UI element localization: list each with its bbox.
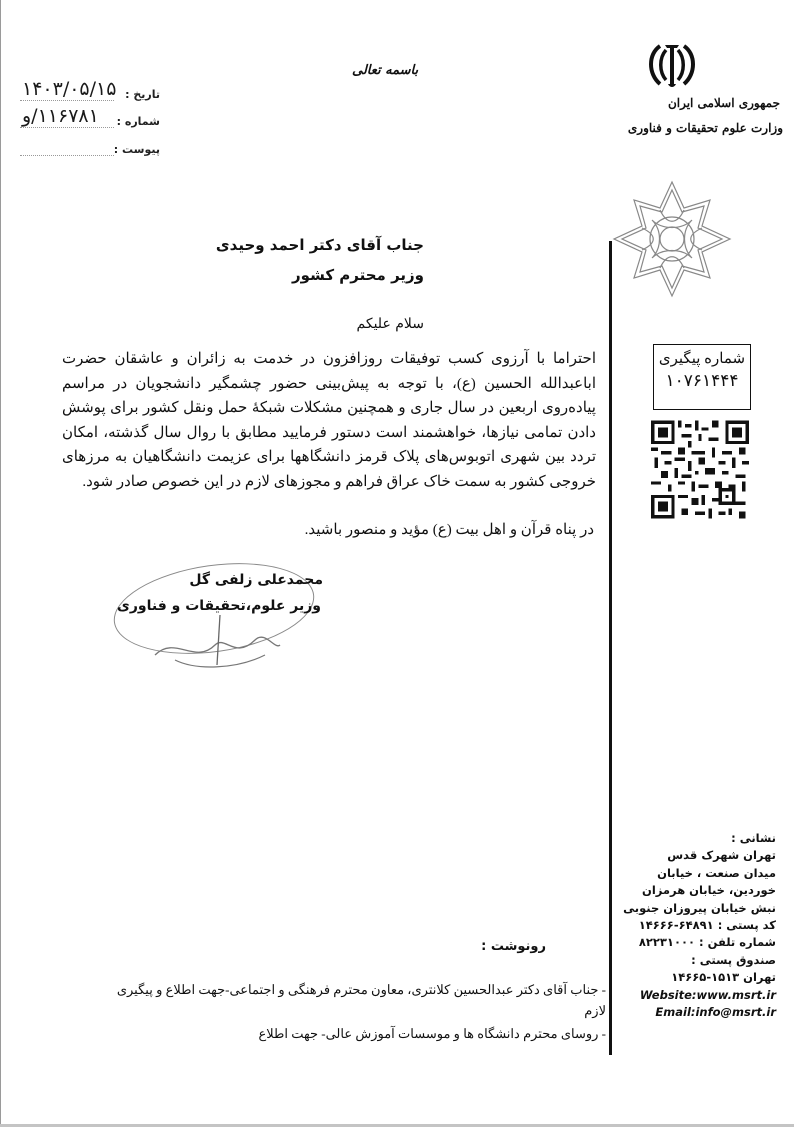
addressee-name: جناب آقای دکتر احمد وحیدی <box>215 236 424 254</box>
invocation-heading: باسمه تعالی <box>352 63 419 78</box>
po-box-number: تهران ۱۵۱۳-۱۴۶۶۵ <box>671 970 776 985</box>
tracking-label: شماره پیگیری <box>658 351 746 367</box>
addressee-title: وزیر محترم کشور <box>292 266 424 284</box>
email-link[interactable]: Email:info@msrt.ir <box>655 1005 776 1020</box>
copy-recipient: - روسای محترم دانشگاه ها و موسسات آموزش عالی- جهت اطلاع <box>258 1026 606 1041</box>
signature-scribble-icon <box>145 615 285 675</box>
contact-info <box>616 830 776 1021</box>
greeting: سلام علیکم <box>356 316 424 332</box>
copy-recipient: - جناب آقای دکتر عبدالحسین کلانتری، معاون محترم فرهنگی و اجتماعی-جهت اطلاع و پیگیری <box>116 982 606 997</box>
letter-closing: در پناه قرآن و اهل بیت (ع) مؤید و منصور باشید. <box>304 522 594 538</box>
signature-block <box>105 560 335 690</box>
attachment-label: پیوست : <box>113 143 160 156</box>
attachment-dotted-line <box>20 155 114 156</box>
tracking-number: ۱۰۷۶۱۴۴۴ <box>665 371 739 390</box>
address-label: نشانی : <box>731 831 776 845</box>
po-box-label: صندوق پستی : <box>691 952 776 967</box>
copies-title: رونوشت : <box>481 939 546 954</box>
date-dotted-line <box>20 100 114 101</box>
date-row <box>20 78 160 106</box>
page-edge <box>0 0 1 1124</box>
tracking-box <box>653 344 751 410</box>
date-value: ۱۴۰۳/۰۵/۱۵ <box>22 78 117 100</box>
islamic-star-ornament-icon <box>612 180 732 298</box>
number-row <box>20 105 160 133</box>
postal-code: کد پستی : ۶۴۸۹۱-۱۴۶۶۶ <box>638 918 776 933</box>
number-dotted-line <box>20 127 114 128</box>
signatory-name: محمدعلی زلفی گل <box>189 572 323 588</box>
address-line: خوردین، خیابان هرمزان <box>642 883 776 898</box>
attachment-row <box>20 139 160 161</box>
letter-body: احتراما با آرزوی کسب توفیقات روزافزون در خدمت به زائران و عاشقان حضرت اباعبدالله الحسین (ع)، با توجه به پیش‌بینی حضور چشمگیر دانشجویان در مراسم پیاده‌روی اربعین در سال جاری و همچنین مشکلات شبکهٔ حمل ونقل کشور برای پوشش دادن تمامی نیازها، خواهشمند است دستور فرمایید مطابق با روال سال گذشته، امکان تردد بین شهری اتوبوس‌های پلاک قرمز دانشگاهها برای عزیمت دانشگاهیان به مرزهای خروجی کشور به سمت خاک عراق فراهم و مجوزهای لازم در این خصوص صادر شود. <box>62 351 596 490</box>
iran-emblem-icon <box>646 40 698 88</box>
copy-recipient-continuation: لازم <box>584 1003 606 1018</box>
qr-code-icon[interactable] <box>651 418 749 521</box>
date-label: تاریخ : <box>125 88 160 101</box>
address-line: میدان صنعت ، خیابان <box>657 865 776 880</box>
address-line: تهران شهرک قدس <box>667 848 776 863</box>
number-label: شماره : <box>116 115 160 128</box>
address-line: نبش خیابان پیروزان جنوبی <box>623 900 776 915</box>
number-value: ۱۱۶۷۸۱/و <box>22 105 99 127</box>
phone-number: شماره تلفن : ۸۲۲۳۱۰۰۰ <box>638 935 776 950</box>
website-link[interactable]: Website:www.msrt.ir <box>639 987 776 1002</box>
vertical-divider <box>609 241 612 1055</box>
org-country: جمهوری اسلامی ایران <box>667 96 780 110</box>
org-ministry: وزارت علوم تحقیقات و فناوری <box>627 121 783 135</box>
signatory-title: وزیر علوم،تحقیقات و فناوری <box>117 598 321 614</box>
